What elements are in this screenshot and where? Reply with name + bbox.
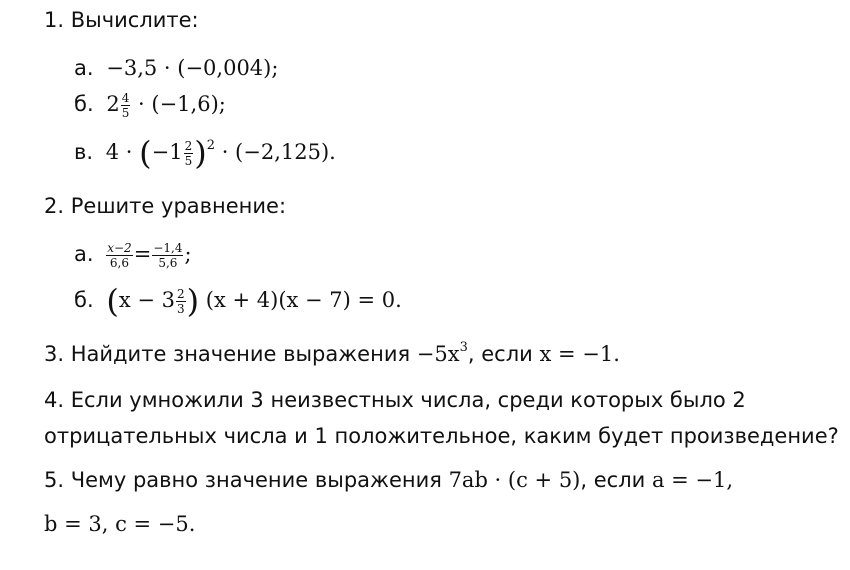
task-2b-left-expression: x − 3 [118, 288, 175, 312]
task-1c [74, 134, 336, 172]
task-5-line-2: b = 3, c = −5. [44, 512, 196, 536]
task-1-title: Вычислите: [70, 8, 199, 32]
task-1c-numerator: 2 [184, 138, 193, 153]
task-5-text: 5. Чему равно значение выражения [44, 468, 442, 492]
task-2b-left-paren: ( [106, 282, 119, 320]
task-3-exponent: 3 [459, 340, 468, 355]
task-2a-equals: = [133, 242, 152, 266]
task-1b-label: б. [74, 92, 94, 116]
task-1c-denominator: 5 [184, 153, 193, 168]
task-2a-right-fraction [152, 241, 183, 270]
task-2b [74, 282, 402, 320]
task-2b-denominator: 3 [176, 301, 185, 316]
task-5-mid: , если [580, 468, 646, 492]
task-4-line-2: отрицательных числа и 1 положительное, каким будет произведение? [44, 424, 839, 448]
task-2-heading [44, 192, 286, 220]
task-2b-rest: (x + 4)(x − 7) = 0. [205, 288, 402, 312]
task-1-heading [44, 6, 199, 34]
task-1a-expression: −3,5 · (−0,004); [106, 56, 279, 80]
task-2a-label: а. [74, 242, 94, 266]
task-5-expression: 7ab · (c + 5) [448, 468, 581, 492]
task-3-number: 3. [44, 342, 65, 366]
task-5-condition-a: a = −1, [651, 468, 734, 492]
task-1c-rest: · (−2,125). [221, 140, 336, 164]
task-3-mid: , если [467, 342, 533, 366]
task-2a-left-fraction [106, 241, 132, 270]
task-2a-end: ; [184, 242, 192, 266]
task-2b-right-paren: ) [186, 282, 200, 320]
task-1b-fraction [121, 91, 131, 120]
task-5-line-1 [44, 466, 733, 494]
task-1c-right-paren: ) [194, 134, 207, 172]
task-1c-fraction [184, 139, 194, 168]
task-1b-denominator: 5 [121, 105, 130, 120]
task-1c-label: в. [74, 140, 94, 164]
task-4-line-1: 4. Если умножили 3 неизвестных числа, среди которых было 2 [44, 388, 746, 412]
task-2-number: 2. [44, 194, 65, 218]
task-3-condition: x = −1. [539, 342, 620, 366]
task-2-title: Решите уравнение: [70, 194, 287, 218]
task-3-expression: −5x [416, 342, 460, 366]
task-2b-numerator: 2 [176, 286, 185, 301]
task-2a [74, 240, 192, 270]
task-1-number: 1. [44, 8, 65, 32]
task-2a-right-numerator: −1,4 [153, 240, 183, 255]
task-1a [74, 54, 278, 82]
task-1b-numerator: 4 [121, 90, 130, 105]
task-1c-mixed-whole: −1 [151, 140, 183, 164]
task-1b-whole: 2 [106, 92, 120, 116]
task-1b [74, 90, 226, 120]
task-2a-left-denominator: 6,6 [109, 255, 130, 270]
task-1c-pre: 4 · [105, 140, 133, 164]
task-2a-left-numerator: x−2 [107, 240, 132, 255]
task-3-text: Найдите значение выражения [70, 342, 411, 366]
task-2b-fraction [176, 287, 186, 316]
task-2b-label: б. [74, 288, 94, 312]
task-1b-rest: · (−1,6); [138, 92, 226, 116]
task-1a-label: а. [74, 56, 94, 80]
task-1c-left-paren: ( [139, 134, 152, 172]
task-2a-right-denominator: 5,6 [158, 255, 178, 270]
task-3 [44, 340, 620, 368]
task-1c-exponent: 2 [206, 138, 216, 153]
